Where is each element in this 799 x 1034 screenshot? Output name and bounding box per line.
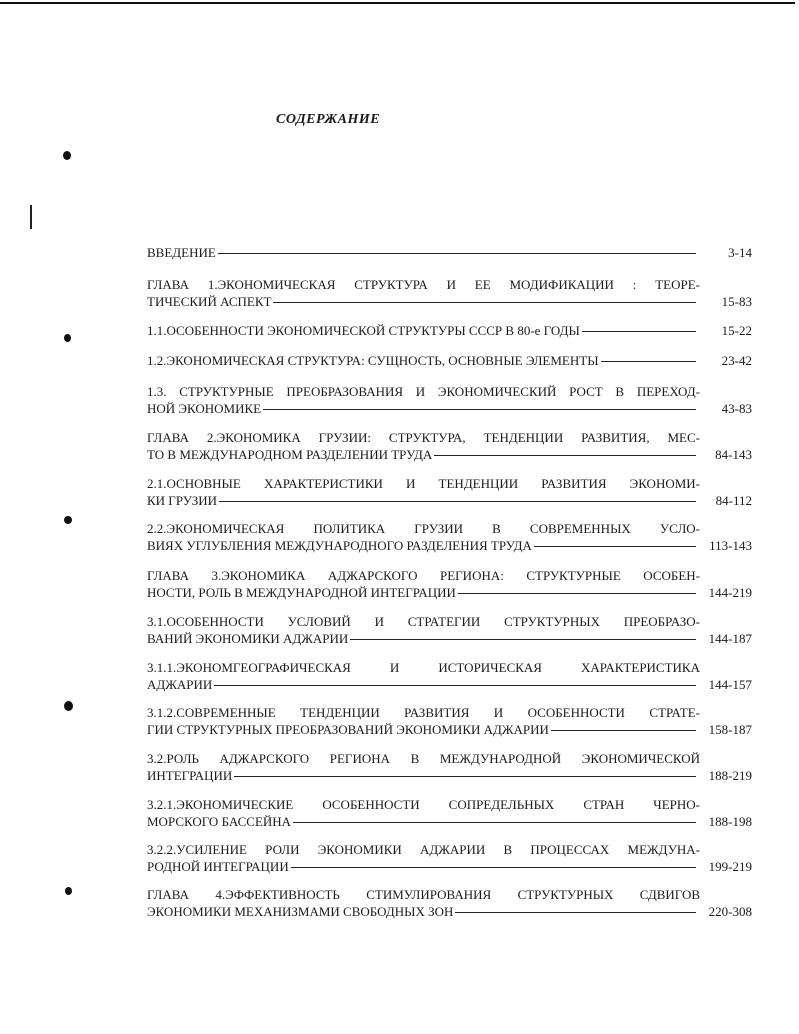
toc-entry bbox=[147, 475, 752, 509]
toc-entry bbox=[147, 322, 752, 339]
page-title: СОДЕРЖАНИЕ bbox=[276, 112, 381, 127]
toc-entry-pages: 23-42 bbox=[721, 353, 752, 368]
dot-leader bbox=[434, 455, 696, 456]
toc-entry-text: 3.1.2.СОВРЕМЕННЫЕ ТЕНДЕНЦИИ РАЗВИТИЯ И ОСОБЕННОСТИ СТРАТЕ- bbox=[147, 705, 700, 720]
toc-entry-text: 1.3. СТРУКТУРНЫЕ ПРЕОБРАЗОВАНИЯ И ЭКОНОМИЧЕСКИЙ РОСТ В ПЕРЕХОД- bbox=[147, 384, 700, 399]
toc-entry-text: ВАНИЙ ЭКОНОМИКИ АДЖАРИИ bbox=[147, 631, 349, 646]
toc-entry-pages: 84-112 bbox=[715, 493, 752, 508]
dot-leader bbox=[293, 822, 696, 823]
dot-leader bbox=[214, 685, 696, 686]
toc-entry-pages: 144-219 bbox=[708, 585, 752, 600]
dot-leader bbox=[291, 867, 696, 868]
toc-entry bbox=[147, 244, 752, 261]
toc-entry-text: ЭКОНОМИКИ МЕХАНИЗМАМИ СВОБОДНЫХ ЗОН bbox=[147, 904, 454, 919]
toc-entry-text: 2.2.ЭКОНОМИЧЕСКАЯ ПОЛИТИКА ГРУЗИИ В СОВРЕМЕННЫХ УСЛО- bbox=[147, 521, 700, 536]
toc-entry-text: 3.2.2.УСИЛЕНИЕ РОЛИ ЭКОНОМИКИ АДЖАРИИ В ПРОЦЕССАХ МЕЖДУНА- bbox=[147, 842, 700, 857]
toc-entry-text: 3.2.РОЛЬ АДЖАРСКОГО РЕГИОНА В МЕЖДУНАРОДНОЙ ЭКОНОМИЧЕСКОЙ bbox=[147, 751, 700, 766]
dot-leader bbox=[234, 776, 696, 777]
toc-entry-text: РОДНОЙ ИНТЕГРАЦИИ bbox=[147, 859, 289, 874]
toc-entry-pages: 158-187 bbox=[708, 722, 752, 737]
toc-entry-text: МОРСКОГО БАССЕЙНА bbox=[147, 814, 292, 829]
toc-entry-text: ТО В МЕЖДУНАРОДНОМ РАЗДЕЛЕНИИ ТРУДА bbox=[147, 447, 433, 462]
dot-leader bbox=[551, 730, 696, 731]
toc-entry bbox=[147, 659, 752, 693]
toc-entry-text: НОСТИ, РОЛЬ В МЕЖДУНАРОДНОЙ ИНТЕГРАЦИИ bbox=[147, 585, 456, 600]
scan-mark bbox=[30, 205, 32, 229]
toc-entry-text: ВВЕДЕНИЕ bbox=[147, 245, 216, 260]
toc-entry-text: ВИЯХ УГЛУБЛЕНИЯ МЕЖДУНАРОДНОГО РАЗДЕЛЕНИЯ ТРУДА bbox=[147, 538, 532, 553]
dot-leader bbox=[350, 639, 696, 640]
toc-entry-text: 1.1.ОСОБЕННОСТИ ЭКОНОМИЧЕСКОЙ СТРУКТУРЫ СССР В 80-е ГОДЫ bbox=[147, 323, 580, 338]
toc-entry-text: ГЛАВА 2.ЭКОНОМИКА ГРУЗИИ: СТРУКТУРА, ТЕНДЕНЦИИ РАЗВИТИЯ, МЕС- bbox=[147, 430, 700, 445]
toc-entry-pages: 113-143 bbox=[709, 538, 752, 553]
toc-entry-pages: 84-143 bbox=[715, 447, 752, 462]
scan-speck bbox=[64, 516, 72, 524]
dot-leader bbox=[273, 302, 696, 303]
toc-entry bbox=[147, 383, 752, 417]
toc-entry-pages: 188-198 bbox=[708, 814, 752, 829]
dot-leader bbox=[218, 253, 696, 254]
toc-entry-text: ГЛАВА 4.ЭФФЕКТИВНОСТЬ СТИМУЛИРОВАНИЯ СТРУКТУРНЫХ СДВИГОВ bbox=[147, 887, 700, 902]
toc-entry-text: АДЖАРИИ bbox=[147, 677, 213, 692]
toc-entry bbox=[147, 886, 752, 920]
toc-entry bbox=[147, 520, 752, 554]
toc-entry-text: 3.1.ОСОБЕННОСТИ УСЛОВИЙ И СТРАТЕГИИ СТРУКТУРНЫХ ПРЕОБРАЗО- bbox=[147, 614, 700, 629]
toc-entry bbox=[147, 567, 752, 601]
toc-entry-text: 1.2.ЭКОНОМИЧЕСКАЯ СТРУКТУРА: СУЩНОСТЬ, ОСНОВНЫЕ ЭЛЕМЕНТЫ bbox=[147, 353, 599, 368]
toc-entry-pages: 15-83 bbox=[721, 294, 752, 309]
toc-entry-pages: 3-14 bbox=[728, 245, 752, 260]
toc-entry bbox=[147, 352, 752, 369]
scan-speck bbox=[64, 701, 73, 711]
toc-entry-text: 3.2.1.ЭКОНОМИЧЕСКИЕ ОСОБЕННОСТИ СОПРЕДЕЛЬНЫХ СТРАН ЧЕРНО- bbox=[147, 797, 700, 812]
toc-entry-text: КИ ГРУЗИИ bbox=[147, 493, 218, 508]
toc-entry bbox=[147, 613, 752, 647]
toc-entry bbox=[147, 750, 752, 784]
dot-leader bbox=[219, 501, 696, 502]
toc-entry-pages: 43-83 bbox=[721, 401, 752, 416]
toc-entry-text: ГЛАВА 1.ЭКОНОМИЧЕСКАЯ СТРУКТУРА И ЕЕ МОДИФИКАЦИИ : ТЕОРЕ- bbox=[147, 277, 700, 292]
toc-entry bbox=[147, 704, 752, 738]
toc-entry-text: ТИЧЕСКИЙ АСПЕКТ bbox=[147, 294, 272, 309]
toc-entry-pages: 15-22 bbox=[721, 323, 752, 338]
toc-entry-text: ГИИ СТРУКТУРНЫХ ПРЕОБРАЗОВАНИЙ ЭКОНОМИКИ АДЖАРИИ bbox=[147, 722, 549, 737]
dot-leader bbox=[534, 546, 696, 547]
toc-entry-pages: 144-187 bbox=[708, 631, 752, 646]
toc-entry-text: НОЙ ЭКОНОМИКЕ bbox=[147, 401, 262, 416]
dot-leader bbox=[263, 409, 696, 410]
toc-entry-text: 3.1.1.ЭКОНОМГЕОГРАФИЧЕСКАЯ И ИСТОРИЧЕСКАЯ ХАРАКТЕРИСТИКА bbox=[147, 660, 700, 675]
toc-entry-text: ИНТЕГРАЦИИ bbox=[147, 768, 233, 783]
dot-leader bbox=[582, 331, 696, 332]
toc-entry-pages: 144-157 bbox=[708, 677, 752, 692]
dot-leader bbox=[455, 912, 696, 913]
scan-speck bbox=[65, 887, 72, 895]
scan-speck bbox=[64, 334, 71, 342]
toc-entry-text: ГЛАВА 3.ЭКОНОМИКА АДЖАРСКОГО РЕГИОНА: СТРУКТУРНЫЕ ОСОБЕН- bbox=[147, 568, 700, 583]
toc-entry bbox=[147, 841, 752, 875]
scan-speck bbox=[63, 151, 71, 160]
toc-entry-pages: 199-219 bbox=[708, 859, 752, 874]
toc-entry-pages: 220-308 bbox=[708, 904, 752, 919]
toc-entry bbox=[147, 796, 752, 830]
toc-entry-text: 2.1.ОСНОВНЫЕ ХАРАКТЕРИСТИКИ И ТЕНДЕНЦИИ РАЗВИТИЯ ЭКОНОМИ- bbox=[147, 476, 700, 491]
dot-leader bbox=[601, 361, 696, 362]
toc-entry-pages: 188-219 bbox=[708, 768, 752, 783]
toc-entry bbox=[147, 276, 752, 310]
dot-leader bbox=[458, 593, 696, 594]
top-border-line bbox=[0, 2, 795, 4]
toc-entry bbox=[147, 429, 752, 463]
